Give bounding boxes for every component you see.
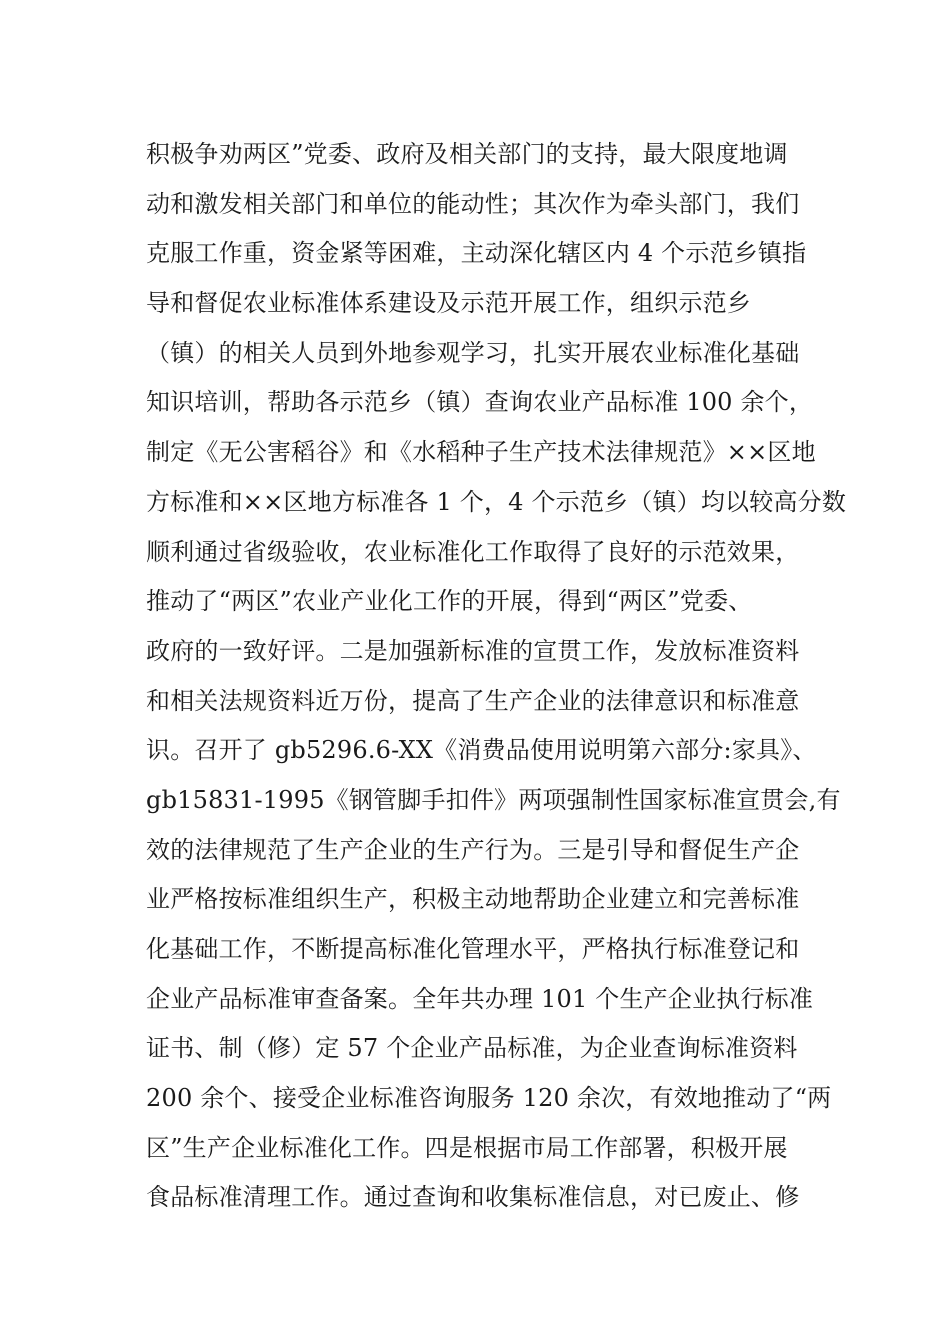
text-line: 区”生产企业标准化工作。四是根据市局工作部署，积极开展 [146,1133,788,1162]
text-line: 知识培训，帮助各示范乡（镇）查询农业产品标准 100 余个， [146,388,814,417]
text-line: 和相关法规资料近万份，提高了生产企业的法律意识和标准意 [146,686,800,715]
text-line: 制定《无公害稻谷》和《水稻种子生产技术法律规范》××区地 [146,438,816,467]
text-line: 业严格按标准组织生产，积极主动地帮助企业建立和完善标准 [146,885,800,914]
text-line: 积极争劝两区”党委、政府及相关部门的支持，最大限度地调 [146,140,788,168]
text-line: 动和激发相关部门和单位的能动性；其次作为牵头部门，我们 [146,189,800,218]
text-line: 推动了“两区”农业产业化工作的开展，得到“两区”党委、 [146,587,753,616]
text-line: 导和督促农业标准体系建设及示范开展工作，组织示范乡 [146,289,751,318]
text-line: 效的法律规范了生产企业的生产行为。三是引导和督促生产企 [146,835,800,864]
text-line: 政府的一致好评。二是加强新标准的宣贯工作，发放标准资料 [146,636,800,665]
text-line: 200 余个、接受企业标准咨询服务 120 余次，有效地推动了“两 [146,1084,832,1113]
text-line: 食品标准清理工作。通过查询和收集标准信息，对已废止、修 [146,1183,800,1212]
text-line: 克服工作重，资金紧等困难，主动深化辖区内 4 个示范乡镇指 [146,239,807,268]
text-line: 识。召开了 gb5296.6-XX《消费品使用说明第六部分:家具》、 [146,736,817,765]
body-text [146,130,847,1223]
text-line: 顺利通过省级验收，农业标准化工作取得了良好的示范效果， [146,537,800,566]
text-line: gb15831-1995《钢管脚手扣件》两项强制性国家标准宣贯会,有 [146,785,841,814]
text-line: 方标准和××区地方标准各 1 个，4 个示范乡（镇）均以较高分数 [146,487,847,516]
text-line: 企业产品标准审查备案。全年共办理 101 个生产企业执行标准 [146,984,814,1013]
text-line: 证书、制（修）定 57 个企业产品标准，为企业查询标准资料 [146,1034,798,1063]
text-line: 化基础工作，不断提高标准化管理水平，严格执行标准登记和 [146,935,800,963]
text-line: （镇）的相关人员到外地参观学习，扎实开展农业标准化基础 [146,338,800,367]
